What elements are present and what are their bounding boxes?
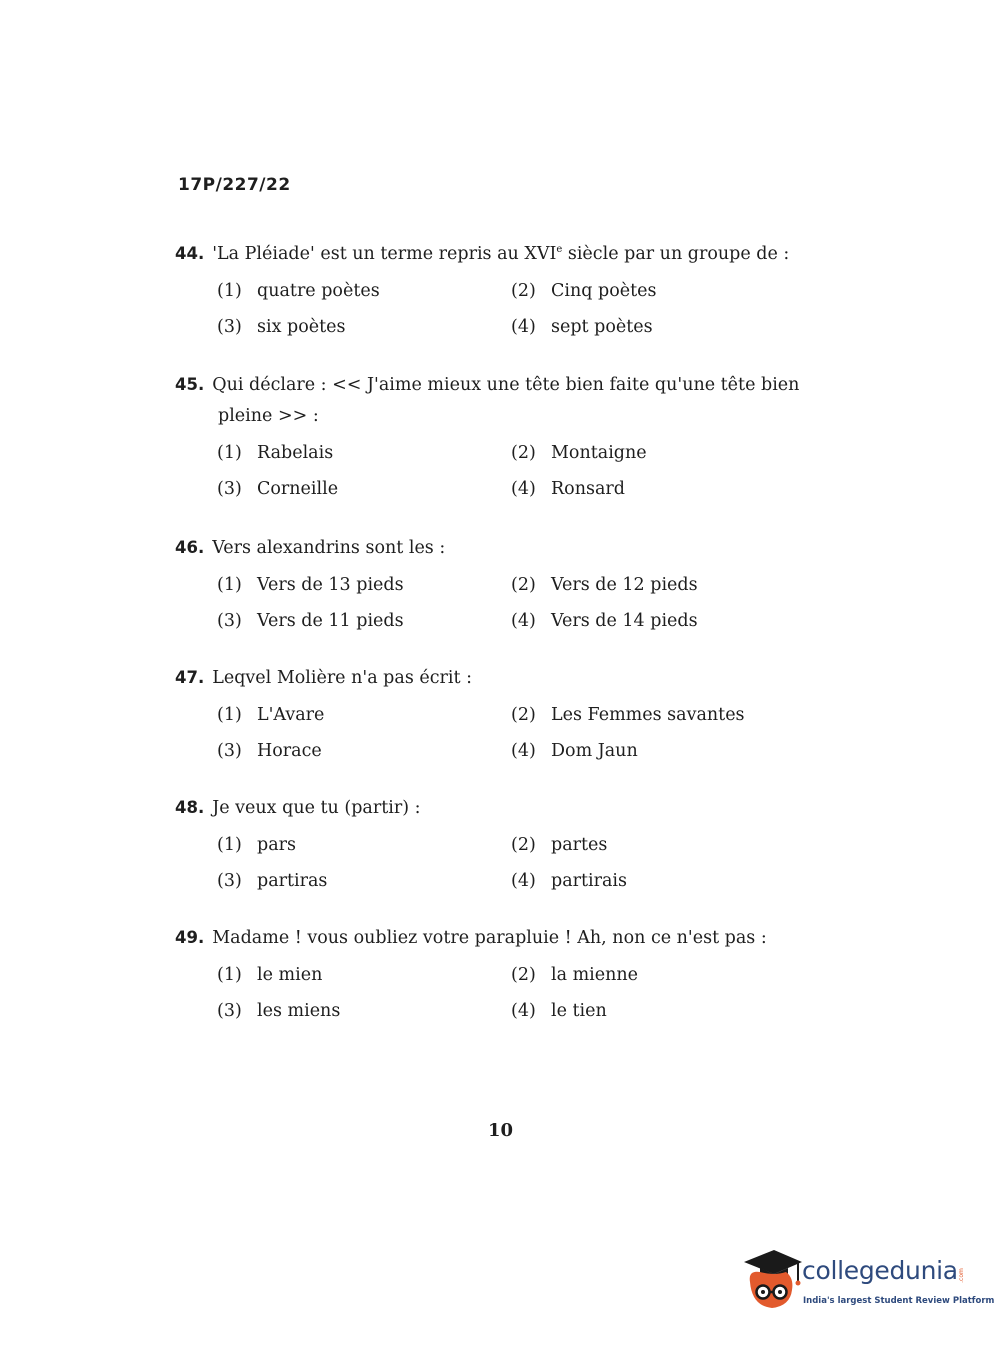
question-text: 45. Qui déclare : << J'aime mieux une tête bien faite qu'une tête bien — [175, 375, 800, 395]
option-2: (2) partes — [511, 835, 608, 855]
option-3: (3) partiras — [217, 871, 328, 891]
options — [175, 570, 815, 642]
question-number: 48. — [175, 798, 205, 817]
option-4: (4) Dom Jaun — [511, 741, 638, 761]
question-number: 45. — [175, 375, 205, 394]
option-2: (2) la mienne — [511, 965, 639, 985]
question-number: 46. — [175, 538, 205, 557]
question-number: 47. — [175, 668, 205, 687]
question-number: 49. — [175, 928, 205, 947]
question-46 — [175, 532, 815, 642]
student-mascot-icon — [740, 1248, 804, 1312]
option-2: (2) Cinq poètes — [511, 281, 657, 301]
option-1: (1) Vers de 13 pieds — [217, 575, 404, 595]
question-text: 44. 'La Pléiade' est un terme repris au XVIe siècle par un groupe de : — [175, 244, 790, 264]
options — [175, 276, 815, 348]
option-4: (4) partirais — [511, 871, 628, 891]
option-2: (2) Les Femmes savantes — [511, 705, 745, 725]
question-44 — [175, 238, 815, 348]
option-1: (1) Rabelais — [217, 443, 334, 463]
option-1: (1) L'Avare — [217, 705, 325, 725]
option-4: (4) Vers de 14 pieds — [511, 611, 698, 631]
question-49 — [175, 922, 815, 1032]
question-text: 49. Madame ! vous oubliez votre parapluie ! Ah, non ce n'est pas : — [175, 928, 767, 948]
question-text-continued: pleine >> : — [218, 406, 319, 426]
option-3: (3) Corneille — [217, 479, 339, 499]
option-3: (3) les miens — [217, 1001, 341, 1021]
collegedunia-watermark — [740, 1248, 995, 1320]
option-4: (4) sept poètes — [511, 317, 653, 337]
question-number: 44. — [175, 244, 205, 263]
option-3: (3) six poètes — [217, 317, 346, 337]
options — [175, 438, 815, 510]
question-47 — [175, 662, 815, 772]
question-text: 47. Leqvel Molière n'a pas écrit : — [175, 668, 472, 688]
brand-name: collegedunia — [802, 1256, 958, 1285]
option-3: (3) Horace — [217, 741, 322, 761]
option-3: (3) Vers de 11 pieds — [217, 611, 404, 631]
option-2: (2) Montaigne — [511, 443, 647, 463]
superscript: e — [556, 244, 563, 256]
question-text: 46. Vers alexandrins sont les : — [175, 538, 446, 558]
option-2: (2) Vers de 12 pieds — [511, 575, 698, 595]
paper-code: 17P/227/22 — [178, 175, 291, 195]
option-1: (1) pars — [217, 835, 296, 855]
option-4: (4) Ronsard — [511, 479, 625, 499]
options — [175, 960, 815, 1032]
question-45 — [175, 369, 815, 510]
options — [175, 830, 815, 902]
brand-tagline: India's largest Student Review Platform — [803, 1296, 995, 1306]
brand-domain: .com — [957, 1268, 965, 1283]
option-4: (4) le tien — [511, 1001, 607, 1021]
option-1: (1) le mien — [217, 965, 323, 985]
question-text: 48. Je veux que tu (partir) : — [175, 798, 421, 818]
page-number: 10 — [487, 1120, 514, 1141]
options — [175, 700, 815, 772]
option-1: (1) quatre poètes — [217, 281, 380, 301]
question-48 — [175, 792, 815, 902]
